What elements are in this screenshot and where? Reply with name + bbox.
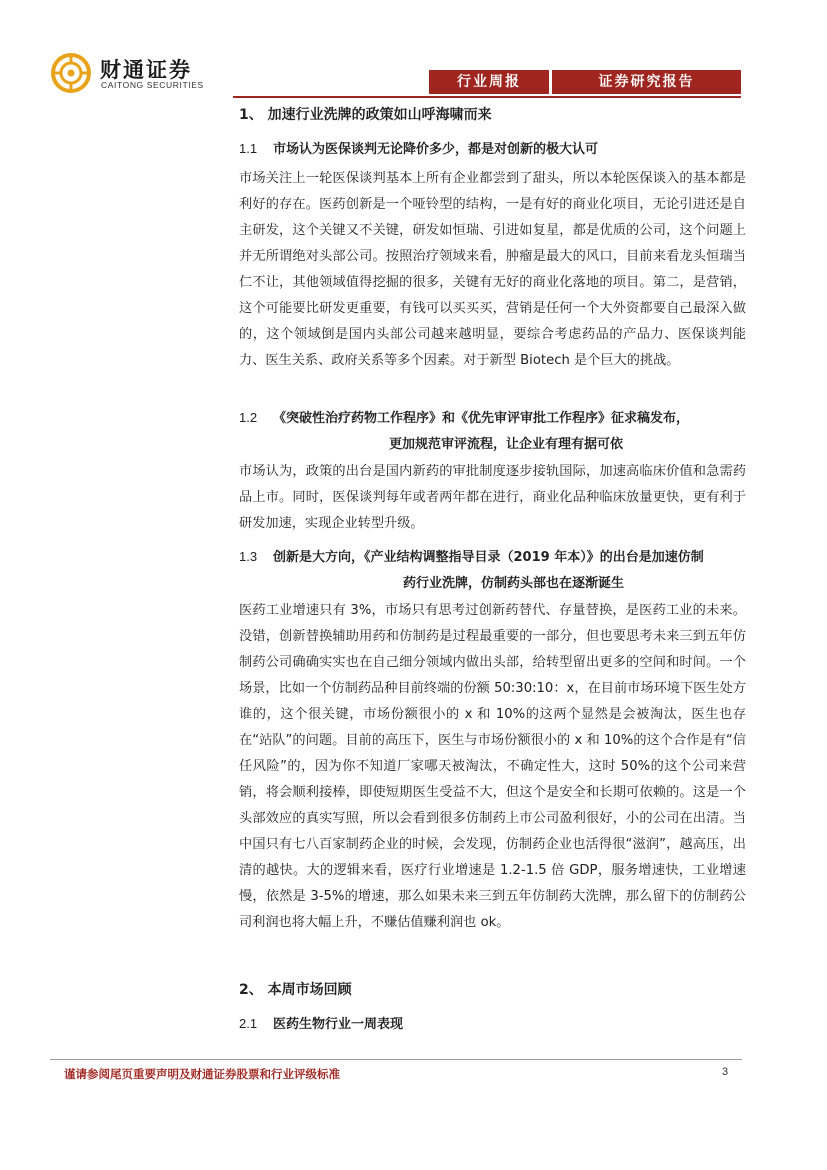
section-1-3-heading <box>239 546 704 565</box>
footer-disclaimer: 谨请参阅尾页重要声明及财通证券股票和行业评级标准 <box>64 1067 340 1081</box>
company-logo <box>50 52 235 94</box>
section-1-2-title-line1: 《突破性治疗药物工作程序》和《优先审评审批工作程序》征求稿发布， <box>273 411 690 426</box>
section-2-1-title: 医药生物行业一周表现 <box>273 1017 404 1032</box>
section-1-2-title-line2: 更加规范审评流程，让企业有理有据可依 <box>389 437 624 452</box>
section-1-2-heading <box>239 407 689 426</box>
section-1-1-body: 市场关注上一轮医保谈判基本上所有企业都尝到了甜头，所以本轮医保谈入的基本都是利好的存在。医药创新是一个哑铃型的结构，一是有好的商业化项目，无论引进还是自主研发，这个关键又不关键，研发如恒瑞、引进如复星，都是优质的公司，这个问题上并无所谓绝对头部公司。按照治疗领域来看，肿瘤是最大的风口，目前来看龙头恒瑞当仁不让，其他领域值得挖掘的很多，关键有无好的商业化落地的项目。第二，是营销，这个可能要比研发更重要，有钱可以买买买，营销是任何一个大外资都要自己最深入做的，这个领域倒是国内头部公司越来越明显，要综合考虑药品的产品力、医保谈判能力、医生关系、政府关系等多个因素。对于新型 Biotech 是个巨大的挑战。 <box>239 171 746 368</box>
section-1-1-title: 市场认为医保谈判无论降价多少，都是对创新的极大认可 <box>273 142 599 157</box>
footer-divider <box>50 1059 742 1060</box>
brand-name-en: CAITONG SECURITIES <box>101 80 204 90</box>
section-1-1-heading <box>239 138 598 157</box>
report-type-tab: 行业周报 <box>429 70 549 94</box>
section-2-1-heading <box>239 1013 403 1032</box>
section-2-1-number: 2.1 <box>239 1016 258 1031</box>
section-1-1-number: 1.1 <box>239 141 258 156</box>
section-1-3-body: 医药工业增速只有 3%，市场只有思考过创新药替代、存量替换，是医药工业的未来。没错，创新替换辅助用药和仿制药是过程最重要的一部分，但也要思考未来三到五年仿制药公司确确实实也在自己细分领域内做出头部，给转型留出更多的空间和时间。一个场景，比如一个仿制药品种目前终端的份额 50:30:10：x，在目前市场环境下医生处方谁的，这个很关键，市场份额很小的 x 和 10%的这两个显然是会被淘汰，医生也存在“站队”的问题。目前的高压下，医生与市场份额很小的 x 和 10%的这个合作是有“信任风险”的，因为你不知道厂家哪天被淘汰，不确定性大，这时 50%的这个公司来营销，将会顺利接棒，即使短期医生受益不大，但这个是安全和长期可依赖的。这是一个头部效应的真实写照，所以会看到很多仿制药上市公司盈利很好，小的公司在出清。当中国只有七八百家制药企业的时候，会发现，仿制药企业也活得很“滋润”，越高压，出清的越快。大的逻辑来看，医疗行业增速是 1.2-1.5 倍 GDP，服务增速快，工业增速慢，依然是 3-5%的增速，那么如果未来三到五年仿制药大洗牌，那么留下的仿制药公司利润也将大幅上升，不赚估值赚利润也 ok。 <box>239 603 746 930</box>
brand-name-cn: 财通证券 <box>100 58 192 82</box>
section-1-3-title-line1: 创新是大方向，《产业结构调整指导目录（2019 年本）》的出台是加速仿制 <box>273 550 704 565</box>
caitong-logo-icon <box>50 52 92 94</box>
section-1-2-number: 1.2 <box>239 410 258 425</box>
section-1-3-title-line2: 药行业洗牌，仿制药头部也在逐渐诞生 <box>403 576 625 591</box>
report-category-tab: 证券研究报告 <box>552 70 741 94</box>
section-1-2-body: 市场认为，政策的出台是国内新药的审批制度逐步接轨国际，加速高临床价值和急需药品上市。同时，医保谈判每年或者两年都在进行，商业化品种临床放量更快，更有利于研发加速，实现企业转型升级。 <box>239 464 746 531</box>
section-1-3-number: 1.3 <box>239 549 258 564</box>
section-2-title: 2、 本周市场回顾 <box>239 982 352 998</box>
section-1-title: 1、 加速行业洗牌的政策如山呼海啸而来 <box>239 107 492 123</box>
header-divider <box>233 96 741 98</box>
page-number: 3 <box>722 1066 729 1078</box>
